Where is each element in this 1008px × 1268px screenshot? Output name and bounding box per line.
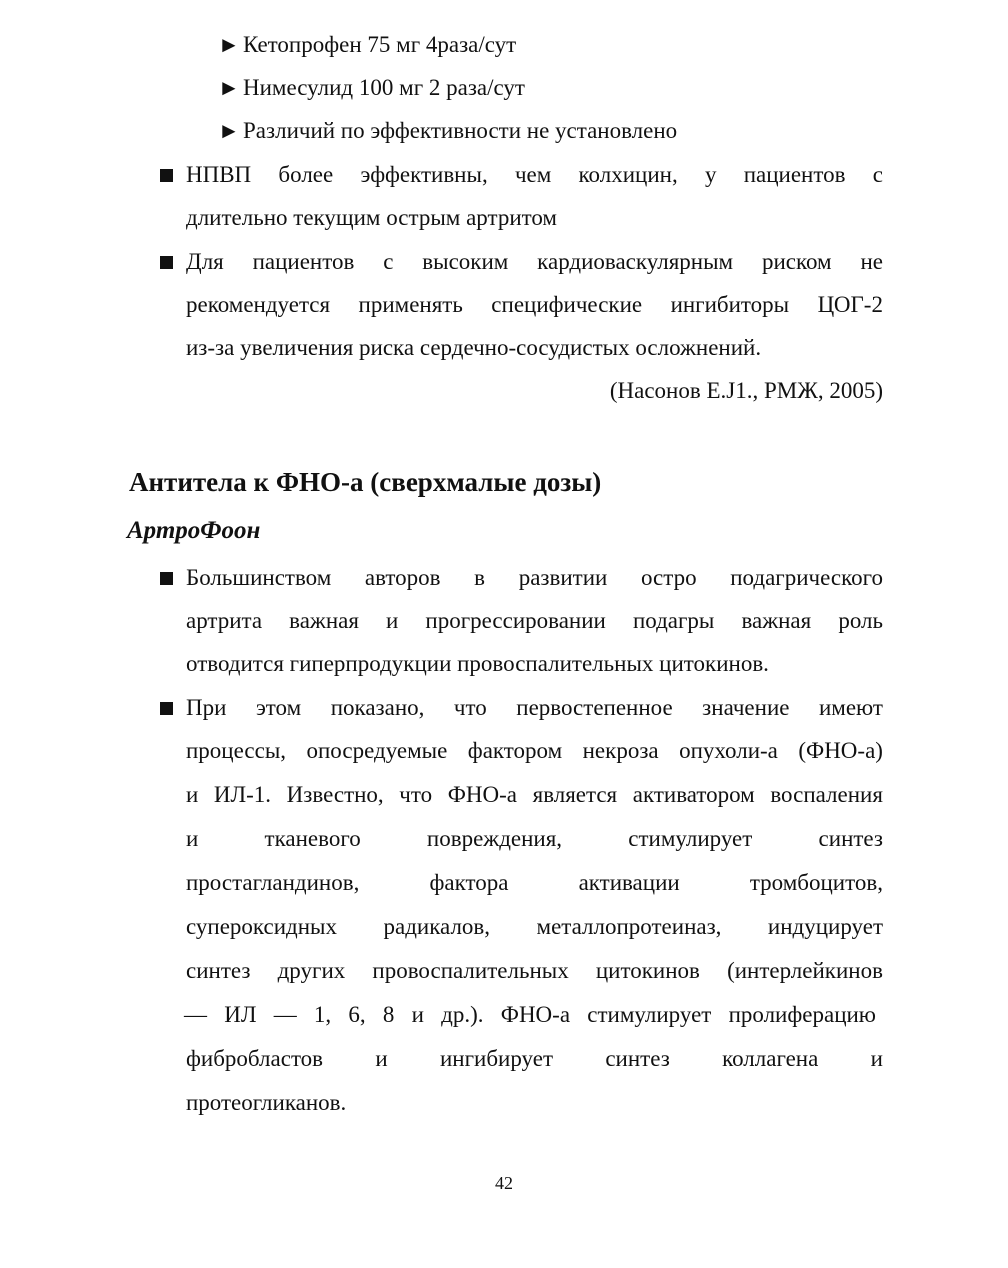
section-heading: Антитела к ФНО-а (сверхмалые дозы): [129, 467, 602, 497]
paragraph-line: из-за увеличения риска сердечно-сосудистых осложнений.: [186, 335, 762, 360]
square-bullet-icon: [160, 256, 173, 269]
paragraph-line: Большинством авторов в развитии остро подагрического: [186, 565, 883, 590]
square-bullet-icon: [160, 702, 173, 715]
square-bullet-icon: [160, 572, 173, 585]
sub-item-ketoprofen: Кетопрофен 75 мг 4раза/сут: [243, 32, 517, 57]
paragraph-line: протеогликанов.: [186, 1090, 347, 1115]
paragraph-line: супероксидных радикалов, металлопротеиназ, индуцирует: [186, 914, 883, 939]
paragraph-line: Для пациентов с высоким кардиоваскулярным риском не: [186, 249, 883, 274]
paragraph-line: и ИЛ-1. Известно, что ФНО-а является активатором воспаления: [186, 782, 883, 807]
paragraph-line: длительно текущим острым артритом: [186, 205, 557, 230]
triangle-bullet-icon: ►: [218, 32, 240, 57]
paragraph-line: — ИЛ — 1, 6, 8 и др.). ФНО-а стимулирует пролиферацию: [184, 1002, 876, 1027]
section-subheading: АртроФоон: [127, 517, 261, 544]
paragraph-line: процессы, опосредуемые фактором некроза опухоли-а (ФНО-а): [186, 738, 883, 763]
paragraph-line: фибробластов и ингибирует синтез коллагена и: [186, 1046, 883, 1071]
paragraph-line: рекомендуется применять специфические ингибиторы ЦОГ-2: [186, 292, 883, 317]
sub-item-nimesulide: Нимесулид 100 мг 2 раза/сут: [243, 75, 525, 100]
triangle-bullet-icon: ►: [218, 75, 240, 100]
paragraph-line: и тканевого повреждения, стимулирует синтез: [186, 826, 883, 851]
page-number: 42: [495, 1173, 513, 1193]
triangle-bullet-icon: ►: [218, 118, 240, 143]
sub-item-no-difference: Различий по эффективности не установлено: [243, 118, 678, 143]
paragraph-line: При этом показано, что первостепенное значение имеют: [186, 695, 883, 720]
square-bullet-icon: [160, 169, 173, 182]
paragraph-line: простагландинов, фактора активации тромбоцитов,: [186, 870, 883, 895]
paragraph-line: артрита важная и прогрессировании подагры важная роль: [186, 608, 883, 633]
citation: (Насонов Е.J1., РМЖ, 2005): [609, 378, 883, 403]
paragraph-line: НПВП более эффективны, чем колхицин, у пациентов с: [186, 162, 883, 187]
paragraph-line: отводится гиперпродукции провоспалительных цитокинов.: [186, 651, 769, 676]
paragraph-line: синтез других провоспалительных цитокинов (интерлейкинов: [186, 958, 883, 983]
